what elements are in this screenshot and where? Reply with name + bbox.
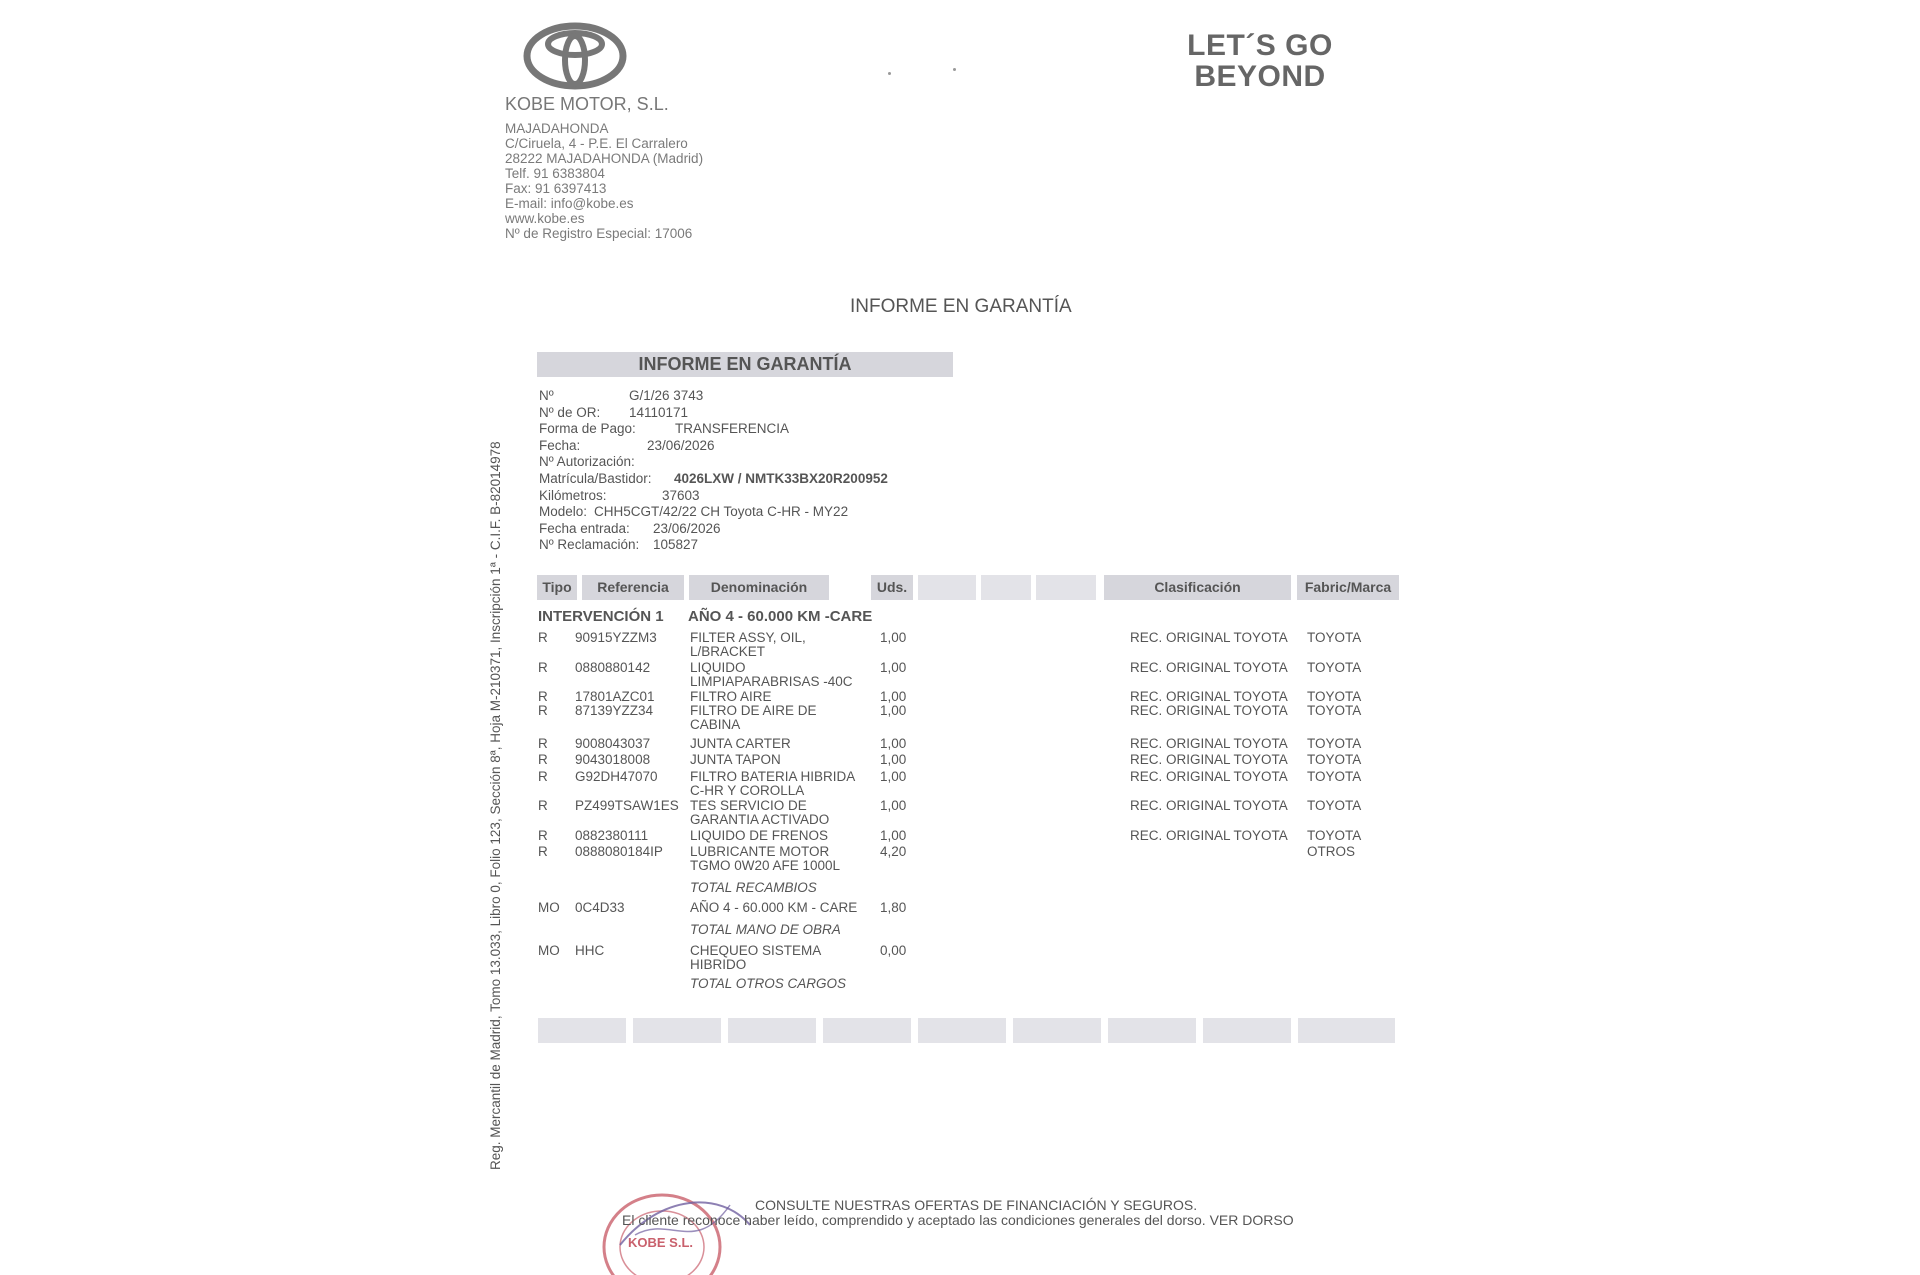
cell-tipo: R [538, 736, 548, 751]
footer-offers: CONSULTE NUESTRAS OFERTAS DE FINANCIACIÓN Y SEGUROS. [755, 1197, 1198, 1213]
n-value: G/1/26 3743 [629, 388, 704, 403]
cell-uds: 1,00 [880, 660, 907, 675]
cell-den: TES SERVICIO DE [690, 798, 807, 813]
company-stamp [600, 1185, 760, 1275]
slogan-line-2: BEYOND [1194, 60, 1326, 93]
address-line: Fax: 91 6397413 [505, 181, 607, 196]
totals-cell [1298, 1018, 1395, 1043]
total-recambios: TOTAL RECAMBIOS [690, 880, 817, 895]
cell-tipo: R [538, 703, 548, 718]
cell-tipo: R [538, 798, 548, 813]
cell-cla: REC. ORIGINAL TOYOTA [1130, 798, 1288, 813]
slogan-line-1: LET´S GO [1187, 29, 1333, 62]
header-fabric: Fabric/Marca [1297, 575, 1399, 600]
cell-uds: 1,00 [880, 798, 907, 813]
cell-fab: TOYOTA [1307, 828, 1362, 843]
cell-fab: TOYOTA [1307, 769, 1362, 784]
cell-fab: TOYOTA [1307, 689, 1362, 704]
cell-cla: REC. ORIGINAL TOYOTA [1130, 660, 1288, 675]
entrada-value: 23/06/2026 [653, 520, 721, 536]
cell-den: LIQUIDO DE FRENOS [690, 828, 829, 843]
cell-uds: 0,00 [880, 943, 907, 958]
cell-tipo: R [538, 844, 548, 859]
cell-fab: TOYOTA [1307, 736, 1362, 751]
cell-cla: REC. ORIGINAL TOYOTA [1130, 769, 1288, 784]
address-line: www.kobe.es [505, 211, 585, 226]
header-tipo: Tipo [537, 575, 577, 600]
cell-uds: 1,80 [880, 900, 907, 915]
speck [888, 72, 891, 75]
totals-cell [728, 1018, 816, 1043]
cell-den: GARANTIA ACTIVADO [690, 812, 830, 827]
cell-ref: 17801AZC01 [575, 689, 655, 704]
cell-tipo: MO [538, 900, 560, 915]
totals-cell [538, 1018, 626, 1043]
cell-den: FILTER ASSY, OIL, [690, 630, 806, 645]
totals-cell [633, 1018, 721, 1043]
fecha-value: 23/06/2026 [647, 437, 715, 453]
cell-fab: OTROS [1307, 844, 1356, 859]
slogan [1155, 30, 1365, 92]
header-blank [918, 575, 976, 600]
cell-uds: 1,00 [880, 769, 907, 784]
or-label: Nº de OR: [539, 404, 601, 420]
totals-cell [823, 1018, 911, 1043]
n-label: Nº [539, 388, 554, 403]
report-info [539, 388, 888, 554]
section-desc: AÑO 4 - 60.000 KM -CARE [688, 608, 873, 625]
cell-den: FILTRO AIRE [690, 689, 772, 704]
cell-den: LUBRICANTE MOTOR [690, 844, 830, 859]
km-value: 37603 [662, 487, 700, 503]
header-clasificacion: Clasificación [1104, 575, 1291, 600]
totals-cell [1203, 1018, 1291, 1043]
cell-ref: HHC [575, 943, 605, 958]
cell-uds: 1,00 [880, 630, 907, 645]
entrada-label: Fecha entrada: [539, 520, 630, 536]
matricula-label: Matrícula/Bastidor: [539, 470, 652, 486]
modelo-label: Modelo: [539, 504, 588, 520]
totals-cell [1013, 1018, 1101, 1043]
cell-den: TGMO 0W20 AFE 1000L [690, 858, 841, 873]
cell-fab: TOYOTA [1307, 798, 1362, 813]
pago-label: Forma de Pago: [539, 421, 636, 437]
cell-cla: REC. ORIGINAL TOYOTA [1130, 630, 1288, 645]
cell-ref: 9043018008 [575, 752, 651, 767]
company-address [505, 121, 703, 241]
cell-den: FILTRO DE AIRE DE [690, 703, 817, 718]
cell-tipo: R [538, 828, 548, 843]
totals-cell [1108, 1018, 1196, 1043]
cell-den: FILTRO BATERIA HIBRIDA [690, 769, 856, 784]
cell-den: CABINA [690, 717, 741, 732]
cell-fab: TOYOTA [1307, 660, 1362, 675]
address-line: E-mail: info@kobe.es [505, 196, 634, 211]
cell-den: L/BRACKET [690, 644, 766, 659]
address-line: Telf. 91 6383804 [505, 166, 605, 181]
cell-uds: 1,00 [880, 736, 907, 751]
cell-tipo: R [538, 689, 548, 704]
address-line: Nº de Registro Especial: 17006 [505, 226, 693, 241]
address-line: C/Ciruela, 4 - P.E. El Carralero [505, 136, 688, 151]
matricula-value: 4026LXW / NMTK33BX20R200952 [674, 470, 888, 486]
cell-den: JUNTA CARTER [690, 736, 791, 751]
cell-fab: TOYOTA [1307, 630, 1362, 645]
header-blank [981, 575, 1031, 600]
cell-uds: 1,00 [880, 752, 907, 767]
intervention-section [538, 608, 873, 625]
header-referencia: Referencia [582, 575, 684, 600]
cell-uds: 4,20 [880, 844, 907, 859]
footer-conditions: El cliente reconoce haber leído, comprendido y aceptado las condiciones generales del dorso. VER DORSO [622, 1212, 1294, 1228]
cell-ref: 0C4D33 [575, 900, 625, 915]
cell-den: C-HR Y COROLLA [690, 783, 805, 798]
modelo-value: CHH5CGT/42/22 CH Toyota C-HR - MY22 [594, 504, 849, 520]
cell-ref: 0882380111 [575, 828, 649, 843]
cell-ref: G92DH47070 [575, 769, 658, 784]
cell-den: CHEQUEO SISTEMA [690, 943, 822, 958]
cell-den: LIQUIDO [690, 660, 746, 675]
cell-ref: 87139YZZ34 [575, 703, 654, 718]
cell-tipo: R [538, 660, 548, 675]
pago-value: TRANSFERENCIA [675, 421, 790, 437]
speck [953, 68, 956, 71]
section-label: INTERVENCIÓN 1 [538, 608, 664, 625]
reclamacion-value: 105827 [653, 537, 699, 553]
cell-tipo: R [538, 752, 548, 767]
address-line: MAJADAHONDA [505, 121, 609, 136]
cell-cla: REC. ORIGINAL TOYOTA [1130, 736, 1288, 751]
cell-den: JUNTA TAPON [690, 752, 781, 767]
cell-uds: 1,00 [880, 703, 907, 718]
totals-cell [918, 1018, 1006, 1043]
header-blank [1036, 575, 1096, 600]
cell-ref: 90915YZZM3 [575, 630, 657, 645]
autorizacion-label: Nº Autorización: [539, 454, 635, 470]
cell-fab: TOYOTA [1307, 703, 1362, 718]
cell-ref: 0880880142 [575, 660, 651, 675]
cell-den: LIMPIAPARABRISAS -40C [690, 674, 853, 689]
toyota-logo-icon [523, 22, 627, 90]
document-title: INFORME EN GARANTÍA [850, 296, 1072, 317]
or-value: 14110171 [629, 404, 689, 420]
cell-cla: REC. ORIGINAL TOYOTA [1130, 689, 1288, 704]
cell-tipo: R [538, 769, 548, 784]
cell-ref: 9008043037 [575, 736, 651, 751]
cell-cla: REC. ORIGINAL TOYOTA [1130, 828, 1288, 843]
cell-uds: 1,00 [880, 689, 907, 704]
report-banner: INFORME EN GARANTÍA [537, 352, 953, 377]
cell-uds: 1,00 [880, 828, 907, 843]
cell-den: HIBRIDO [690, 957, 747, 972]
header-denominacion: Denominación [689, 575, 829, 600]
cell-ref: PZ499TSAW1ES [575, 798, 679, 813]
total-otros-cargos: TOTAL OTROS CARGOS [690, 976, 847, 991]
cell-cla: REC. ORIGINAL TOYOTA [1130, 752, 1288, 767]
cell-den: AÑO 4 - 60.000 KM - CARE [690, 900, 858, 915]
registry-side-text: Reg. Mercantil de Madrid, Tomo 13.033, Libro 0, Folio 123, Sección 8ª, Hoja M-210371, Inscripción 1ª - C.I.F. B-82014978 [488, 441, 503, 1170]
header-uds: Uds. [871, 575, 913, 600]
total-mano-obra: TOTAL MANO DE OBRA [690, 922, 841, 937]
cell-fab: TOYOTA [1307, 752, 1362, 767]
fecha-label: Fecha: [539, 437, 581, 453]
cell-ref: 0888080184IP [575, 844, 663, 859]
company-name: KOBE MOTOR, S.L. [505, 94, 669, 114]
cell-tipo: MO [538, 943, 560, 958]
address-line: 28222 MAJADAHONDA (Madrid) [505, 151, 704, 166]
km-label: Kilómetros: [539, 487, 607, 503]
cell-tipo: R [538, 630, 548, 645]
cell-cla: REC. ORIGINAL TOYOTA [1130, 703, 1288, 718]
reclamacion-label: Nº Reclamación: [539, 537, 640, 553]
stamp-text: KOBE S.L. [628, 1235, 694, 1250]
